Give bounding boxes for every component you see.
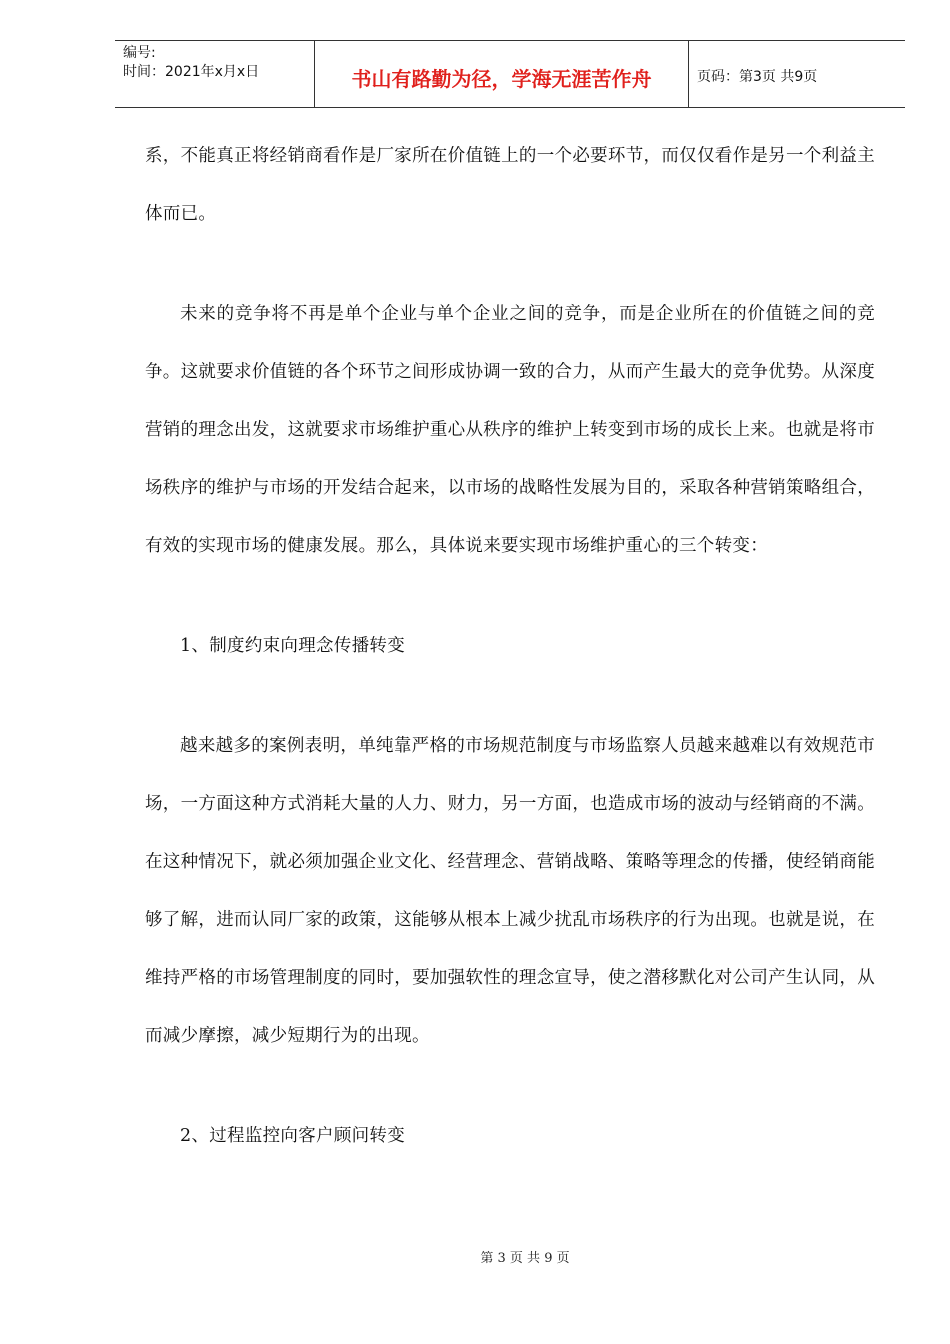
page-footer: 第 3 页 共 9 页 (480, 1251, 570, 1266)
document-time-label: 时间：2021年x月x日 (123, 64, 260, 80)
document-body (145, 127, 875, 1165)
paragraph-2: 未来的竞争将不再是单个企业与单个企业之间的竞争，而是企业所在的价值链之间的竞争。这就要求价值链的各个环节之间形成协调一致的合力，从而产生最大的竞争优势。从深度营销的理念出发，这就要求市场维护重心从秩序的维护上转变到市场的成长上来。也就是将市场秩序的维护与市场的开发结合起来，以市场的战略性发展为目的，采取各种营销策略组合，有效的实现市场的健康发展。那么，具体说来要实现市场维护重心的三个转变： (145, 304, 875, 556)
paragraph-gap (145, 575, 875, 617)
paragraph-3: 越来越多的案例表明，单纯靠严格的市场规范制度与市场监察人员越来越难以有效规范市场，一方面这种方式消耗大量的人力、财力，另一方面，也造成市场的波动与经销商的不满。在这种情况下，就必须加强企业文化、经营理念、营销战略、策略等理念的传播，使经销商能够了解，进而认同厂家的政策，这能够从根本上减少扰乱市场秩序的行为出现。也就是说，在维持严格的市场管理制度的同时，要加强软性的理念宣导，使之潜移默化对公司产生认同，从而减少摩擦，减少短期行为的出现。 (145, 736, 875, 1046)
document-number-label: 编号: (123, 45, 156, 61)
header-page-number: 页码：第3页 共9页 (697, 69, 818, 85)
document-header (115, 40, 905, 108)
paragraph-gap (145, 243, 875, 285)
section-heading-2: 2、过程监控向客户顾问转变 (180, 1126, 406, 1146)
header-motto: 书山有路勤为径，学海无涯苦作舟 (315, 41, 689, 107)
paragraph-1: 系，不能真正将经销商看作是厂家所在价值链上的一个必要环节，而仅仅看作是另一个利益主体而已。 (145, 146, 875, 224)
paragraph-gap (145, 1065, 875, 1107)
paragraph-gap (145, 675, 875, 717)
section-heading-1: 1、制度约束向理念传播转变 (180, 636, 406, 656)
header-meta (115, 41, 315, 107)
